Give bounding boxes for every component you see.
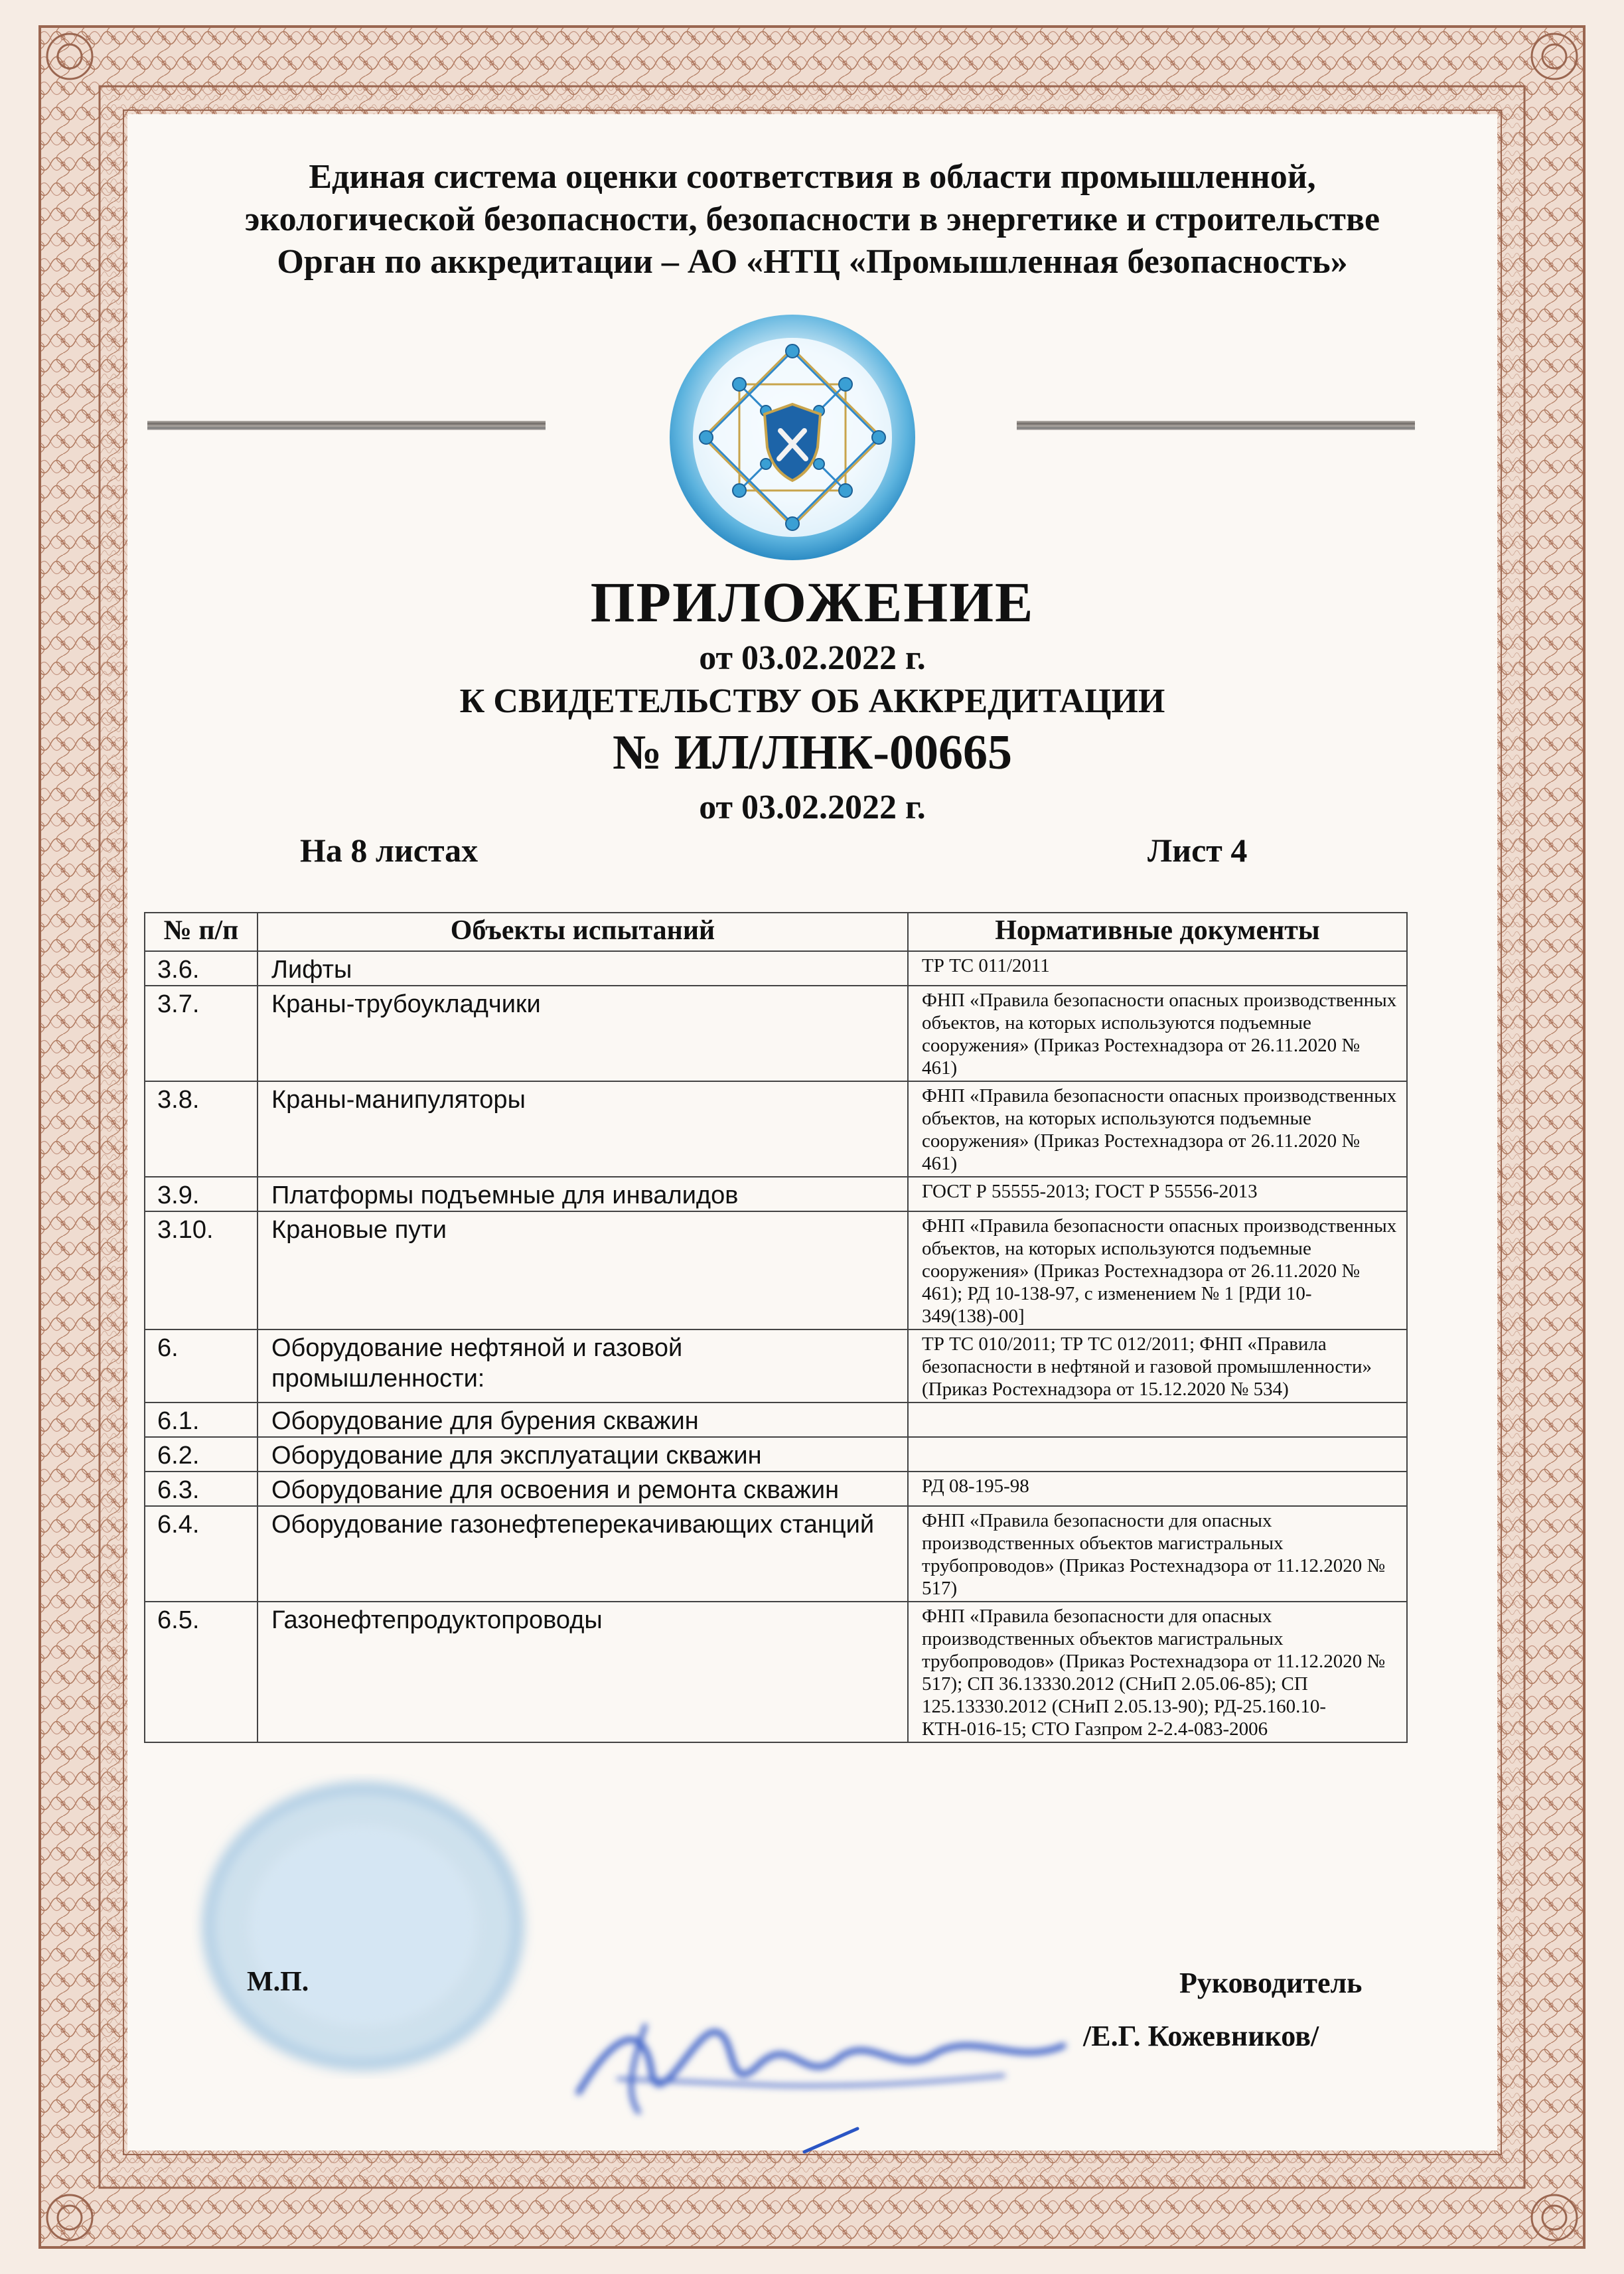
- page-title: ПРИЛОЖЕНИЕ: [590, 570, 1035, 634]
- row-number: 6.1.: [145, 1402, 258, 1437]
- header-documents: Нормативные документы: [908, 913, 1407, 951]
- document-body: [127, 114, 1497, 2151]
- row-number: 6.5.: [145, 1602, 258, 1742]
- certificate-caption: К СВИДЕТЕЛЬСТВУ ОБ АККРЕДИТАЦИИ: [459, 682, 1165, 720]
- row-documents: ФНП «Правила безопасности для опасных производственных объектов магистральных трубопроводов» (Приказ Ростехнадзора от 11.12.2020 № 517); СП 36.13330.2012 (СНиП 2.05.06-85); СП 125.13330.2012 (СНиП 2.05.13-90); РД-25.160.10-КТН-016-15; СТО Газпром 2-2.4-083-2006: [908, 1602, 1407, 1742]
- row-object: Краны-манипуляторы: [258, 1081, 908, 1177]
- table-row: [145, 1329, 1407, 1402]
- row-object: Газонефтепродуктопроводы: [258, 1602, 908, 1742]
- row-number: 3.6.: [145, 951, 258, 986]
- row-number: 6.: [145, 1329, 258, 1402]
- header-number: № п/п: [145, 913, 258, 951]
- certificate-date: от 03.02.2022 г.: [699, 789, 926, 826]
- row-object: Платформы подъемные для инвалидов: [258, 1177, 908, 1211]
- row-object: Краны-трубоукладчики: [258, 986, 908, 1081]
- header-objects: Объекты испытаний: [258, 913, 908, 951]
- row-documents: ФНП «Правила безопасности опасных производственных объектов, на которых используются подъемные сооружения» (Приказ Ростехнадзора от 26.11.2020 № 461): [908, 1081, 1407, 1177]
- table-row: [145, 1081, 1407, 1177]
- row-documents: ФНП «Правила безопасности опасных производственных объектов, на которых используются подъемные сооружения» (Приказ Ростехнадзора от 26.11.2020 № 461): [908, 986, 1407, 1081]
- header-line-3: Орган по аккредитации – АО «НТЦ «Промышленная безопасность»: [277, 243, 1348, 281]
- sheet-number: Лист 4: [1147, 832, 1248, 869]
- header-line-1: Единая система оценки соответствия в области промышленной,: [309, 158, 1316, 196]
- certificate-number: № ИЛ/ЛНК-00665: [612, 725, 1013, 780]
- row-documents: РД 08-195-98: [908, 1472, 1407, 1506]
- row-documents: [908, 1437, 1407, 1472]
- row-number: 3.7.: [145, 986, 258, 1081]
- decorative-rule-right: [1017, 421, 1415, 430]
- row-object: Крановые пути: [258, 1211, 908, 1329]
- appendix-date: от 03.02.2022 г.: [699, 639, 926, 677]
- row-number: 3.10.: [145, 1211, 258, 1329]
- accreditation-emblem-logo: [666, 311, 919, 564]
- table-row: [145, 1402, 1407, 1437]
- test-objects-table: [144, 912, 1406, 1743]
- row-object: Оборудование нефтяной и газовой промышленности:: [258, 1329, 908, 1402]
- row-number: 6.3.: [145, 1472, 258, 1506]
- row-object: Оборудование для освоения и ремонта скважин: [258, 1472, 908, 1506]
- table-row: [145, 1437, 1407, 1472]
- row-documents: ТР ТС 010/2011; ТР ТС 012/2011; ФНП «Правила безопасности в нефтяной и газовой промышленности» (Приказ Ростехнадзора от 15.12.2020 № 534): [908, 1329, 1407, 1402]
- row-number: 6.4.: [145, 1506, 258, 1602]
- official-stamp: [190, 1774, 536, 2079]
- row-documents: [908, 1402, 1407, 1437]
- row-object: Оборудование для бурения скважин: [258, 1402, 908, 1437]
- table-row: [145, 986, 1407, 1081]
- row-number: 6.2.: [145, 1437, 258, 1472]
- sheets-total: На 8 листах: [300, 832, 479, 869]
- decorative-rule-left: [147, 421, 546, 430]
- row-documents: ФНП «Правила безопасности опасных производственных объектов, на которых используются подъемные сооружения» (Приказ Ростехнадзора от 26.11.2020 № 461); РД 10-138-97, с изменением № 1 [РДИ 10-349(138)-00]: [908, 1211, 1407, 1329]
- stamp-place-label: М.П.: [247, 1967, 309, 1997]
- table-row: [145, 1472, 1407, 1506]
- row-documents: ГОСТ Р 55555-2013; ГОСТ Р 55556-2013: [908, 1177, 1407, 1211]
- header-line-2: экологической безопасности, безопасности в энергетике и строительстве: [244, 200, 1380, 238]
- row-object: Лифты: [258, 951, 908, 986]
- table-row: [145, 1211, 1407, 1329]
- signatory-role: Руководитель: [1179, 1967, 1363, 1999]
- row-documents: ФНП «Правила безопасности для опасных производственных объектов магистральных трубопроводов» (Приказ Ростехнадзора от 11.12.2020 № 517): [908, 1506, 1407, 1602]
- handwritten-signature: [539, 1986, 1203, 2185]
- table-row: [145, 1506, 1407, 1602]
- table-row: [145, 951, 1407, 986]
- row-documents: ТР ТС 011/2011: [908, 951, 1407, 986]
- row-object: Оборудование для эксплуатации скважин: [258, 1437, 908, 1472]
- row-number: 3.8.: [145, 1081, 258, 1177]
- table-row: [145, 1602, 1407, 1742]
- table-row: [145, 1177, 1407, 1211]
- row-number: 3.9.: [145, 1177, 258, 1211]
- signatory-name: /Е.Г. Кожевников/: [1083, 2020, 1319, 2052]
- table-header-row: [145, 913, 1407, 951]
- row-object: Оборудование газонефтеперекачивающих станций: [258, 1506, 908, 1602]
